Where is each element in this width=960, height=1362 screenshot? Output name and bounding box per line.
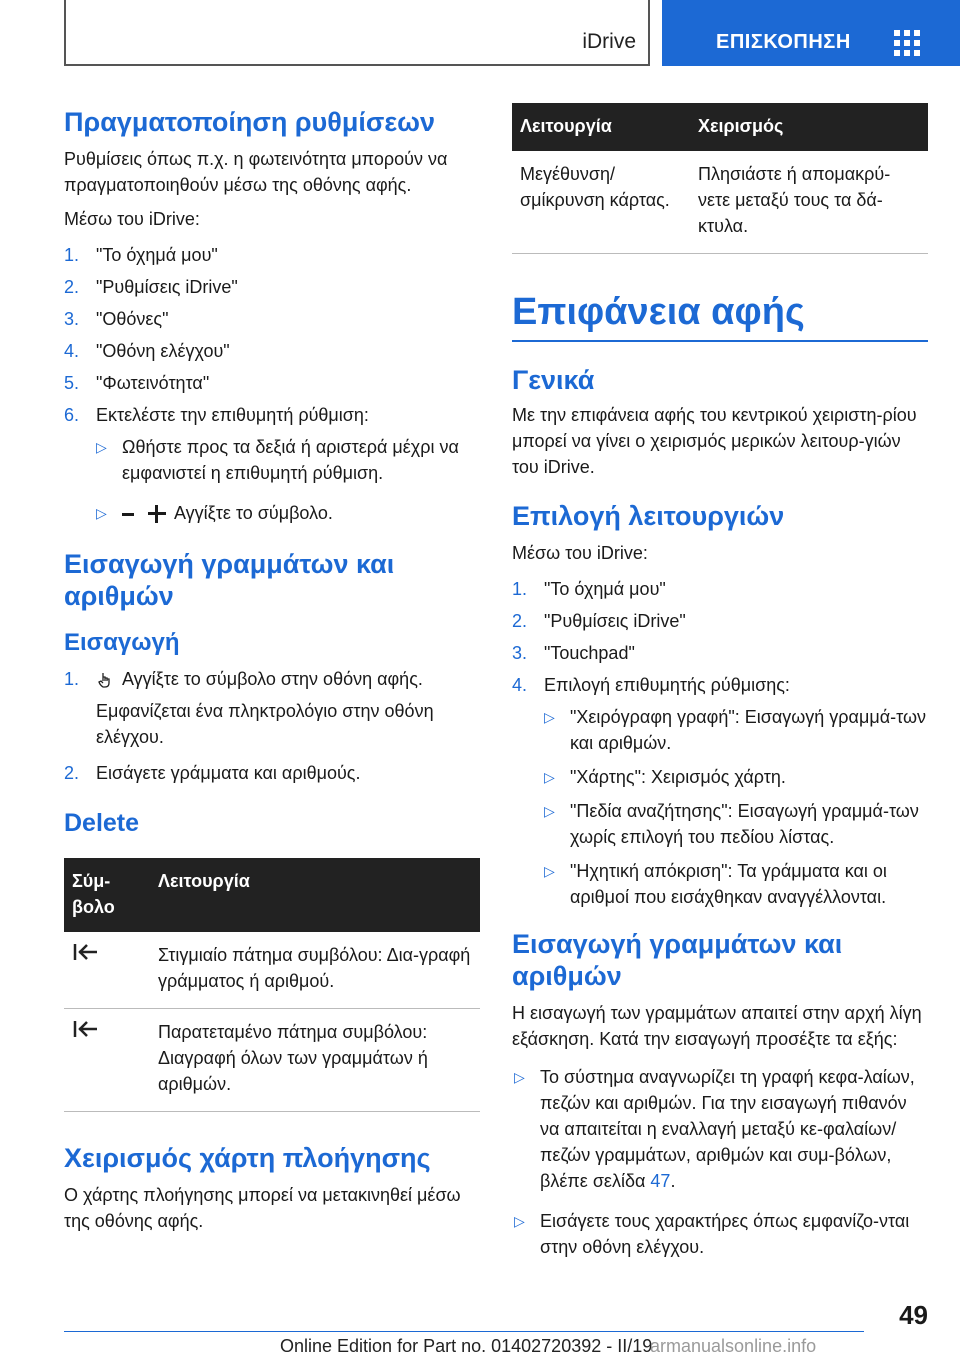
list-item: 2. Εισάγετε γράμματα και αριθμούς.	[64, 763, 361, 783]
triangle-bullet-icon: ▷	[96, 505, 107, 521]
table-cell-operation: Πλησιάστε ή απομακρύ-νετε μεταξύ τους τα δά-κτυλα.	[690, 151, 928, 254]
list-item: 1. "Το όχημά μου"	[64, 245, 218, 265]
input-step-note: Εμφανίζεται ένα πληκτρολόγιο στην οθόνη ελέγχου.	[96, 701, 434, 747]
list-item: ▷ "Χειρόγραφη γραφή": Εισαγωγή γραμμά-των και αριθμών.	[512, 704, 928, 756]
subsection-title-delete: Delete	[64, 809, 140, 837]
table-cell-function: Παρατεταμένο πάτημα συμβόλου: Διαγραφή όλων των γραμμάτων ή αριθμών.	[150, 1009, 480, 1112]
backspace-icon	[72, 1020, 100, 1038]
table-row	[64, 1009, 480, 1112]
list-item: 1. Αγγίξτε το σύμβολο στην οθόνη αφής. Εμφανίζεται ένα πληκτρολόγιο στην οθόνη ελέγχου.	[64, 666, 480, 750]
list-item: ▷ Το σύστημα αναγνωρίζει τη γραφή κεφα-λαίων, πεζών και αριθμών. Για την εισαγωγή πιθανόν να απαιτείται η εναλλαγή μεταξύ κε-φαλαίων/πεζών γραμμάτων, αριθμών και συμ-βόλων, βλέπε σελίδα 47.	[512, 1064, 928, 1194]
list-item: 4. "Οθόνη ελέγχου"	[64, 341, 230, 361]
table-cell-function: Μεγέθυνση/ σμίκρυνση κάρτας.	[512, 151, 690, 254]
delete-table	[64, 858, 480, 1112]
list-item: ▷ Εισάγετε τους χαρακτήρες όπως εμφανίζο-νται στην οθόνη ελέγχου.	[512, 1208, 928, 1260]
table-header-symbol: Σύμ-βολο	[64, 858, 150, 932]
list-item: ▷ "Ηχητική απόκριση": Τα γράμματα και οι αριθμοί που εισάχθηκαν αναγγέλλονται.	[512, 858, 928, 910]
section-title-map: Χειρισμός χάρτη πλοήγησης	[64, 1143, 431, 1173]
left-column	[64, 100, 480, 1234]
map-text: Ο χάρτης πλοήγησης μπορεί να μετακινηθεί μέσω της οθόνης αφής.	[64, 1185, 461, 1231]
list-item: ▷ "Χάρτης": Χειρισμός χάρτη.	[512, 764, 928, 790]
grid-icon	[894, 30, 920, 52]
settings-via: Μέσω του iDrive:	[64, 209, 200, 229]
handwriting-bullets	[512, 1064, 928, 1260]
triangle-bullet-icon: ▷	[544, 803, 555, 819]
backspace-icon	[72, 943, 100, 961]
triangle-bullet-icon: ▷	[544, 863, 555, 879]
page-link[interactable]: 47	[650, 1171, 671, 1191]
select-bullets	[512, 704, 928, 910]
triangle-bullet-icon: ▷	[544, 769, 555, 785]
settings-steps	[64, 242, 480, 428]
list-item: 2. "Ρυθμίσεις iDrive"	[512, 611, 686, 631]
list-item: 1. "Το όχημά μου"	[512, 579, 666, 599]
list-item: ▷ Αγγίξτε το σύμβολο.	[64, 500, 480, 526]
triangle-bullet-icon: ▷	[544, 709, 555, 725]
select-via: Μέσω του iDrive:	[512, 543, 648, 563]
table-row	[512, 151, 928, 254]
triangle-bullet-icon: ▷	[96, 439, 107, 455]
table-header-function: Λειτουργία	[150, 858, 480, 932]
list-item: 6. Εκτελέστε την επιθυμητή ρύθμιση:	[64, 405, 369, 425]
right-column	[512, 100, 928, 1268]
edition-text: Online Edition for Part no. 01402720392 - II/19	[280, 1336, 653, 1356]
section-title-general: Γενικά	[512, 365, 595, 395]
select-steps	[512, 576, 928, 698]
list-item: ▷ "Πεδία αναζήτησης": Εισαγωγή γραμμά-των χωρίς επιλογή του πεδίου λίστας.	[512, 798, 928, 850]
general-text: Με την επιφάνεια αφής του κεντρικού χειριστη-ρίου μπορεί να γίνει ο χειρισμός μερικών λειτουρ-γιών του iDrive.	[512, 405, 917, 477]
subsection-title-input: Εισαγωγή	[64, 629, 180, 656]
plus-icon	[148, 505, 166, 523]
table-header-operation: Χειρισμός	[690, 103, 928, 151]
list-item: ▷ Ωθήστε προς τα δεξιά ή αριστερά μέχρι να εμφανιστεί η επιθυμητή ρύθμιση.	[64, 434, 480, 486]
triangle-bullet-icon: ▷	[514, 1213, 525, 1229]
settings-intro: Ρυθμίσεις όπως π.χ. η φωτεινότητα μπορούν να πραγματοποιηθούν μέσω της οθόνης αφής.	[64, 149, 448, 195]
section-title-input: Εισαγωγή γραμμάτων και αριθμών	[64, 549, 395, 611]
input-steps	[64, 666, 480, 786]
table-row	[64, 932, 480, 1009]
page-header	[0, 0, 960, 66]
handwriting-text: Η εισαγωγή των γραμμάτων απαιτεί στην αρχή λίγη εξάσκηση. Κατά την εισαγωγή προσέξτε τα εξής:	[512, 1003, 922, 1049]
title-underline	[512, 340, 928, 342]
touch-hand-icon	[96, 671, 114, 689]
triangle-bullet-icon: ▷	[514, 1069, 525, 1085]
settings-bullets	[64, 434, 480, 526]
footer-rule	[64, 1331, 864, 1332]
header-rule-left	[64, 0, 66, 66]
list-item: 5. "Φωτεινότητα"	[64, 373, 210, 393]
map-table	[512, 103, 928, 254]
minus-icon	[122, 513, 134, 516]
table-header-function: Λειτουργία	[512, 103, 690, 151]
list-item: 3. "Touchpad"	[512, 643, 635, 663]
chapter-title-touchpad: Επιφάνεια αφής	[512, 291, 805, 333]
list-item: 4. Επιλογή επιθυμητής ρύθμισης:	[512, 675, 790, 695]
chapter-tab-label: ΕΠΙΣΚΟΠΗΣΗ	[716, 31, 851, 53]
page-number: 49	[899, 1300, 928, 1330]
list-item: 3. "Οθόνες"	[64, 309, 169, 329]
section-title-select: Επιλογή λειτουργιών	[512, 501, 785, 531]
header-rule-bottom	[64, 64, 650, 66]
breadcrumb[interactable]: iDrive	[582, 30, 636, 53]
chapter-tab[interactable]	[662, 0, 960, 66]
watermark-text: armanualsonline.info	[650, 1336, 817, 1356]
section-title-handwriting: Εισαγωγή γραμμάτων και αριθμών	[512, 929, 843, 991]
section-title-settings: Πραγματοποίηση ρυθμίσεων	[64, 107, 435, 137]
list-item: 2. "Ρυθμίσεις iDrive"	[64, 277, 238, 297]
table-cell-function: Στιγμιαίο πάτημα συμβόλου: Δια-γραφή γράμματος ή αριθμού.	[150, 932, 480, 1009]
header-rule-mid	[648, 0, 650, 66]
